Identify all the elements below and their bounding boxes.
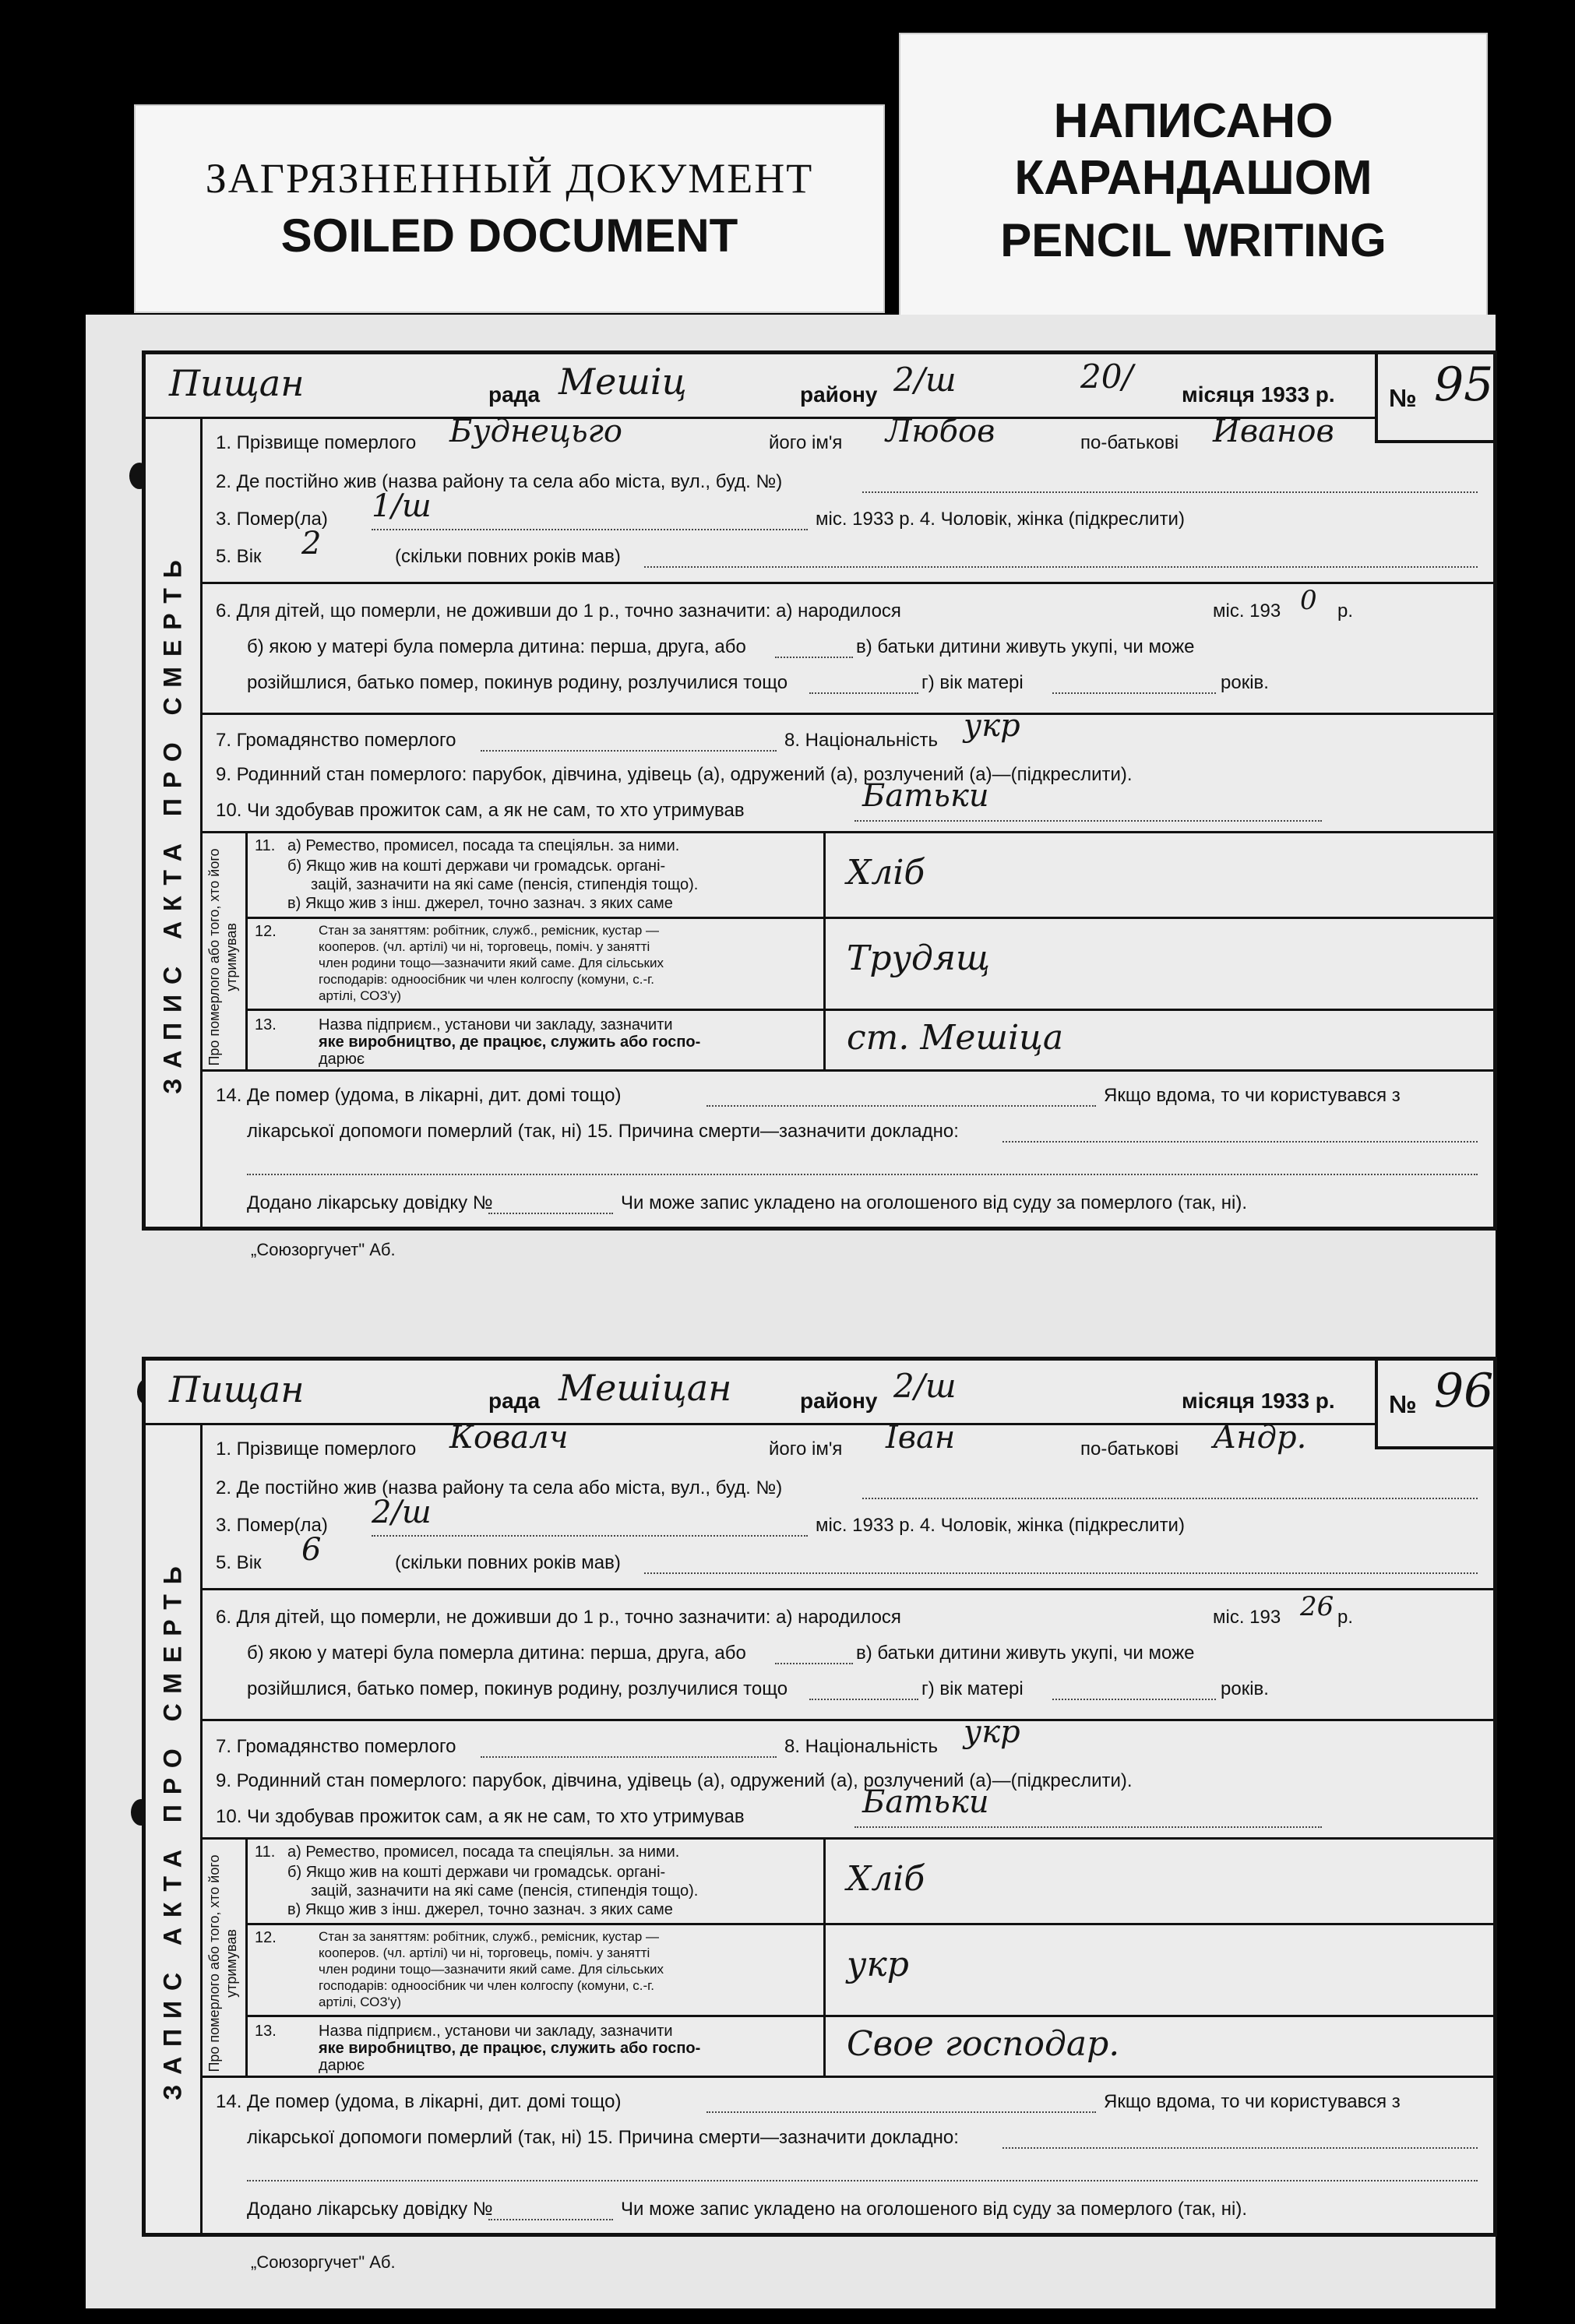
cause-line-2: [247, 2180, 1478, 2181]
footer-imprint: „Союзоргучет" Аб.: [251, 1240, 396, 1259]
q6b-label: б) якою у матері була померла дитина: перша, друга, або: [247, 1643, 746, 1664]
q2-residence-label: 2. Де постійно жив (назва району та села або міста, вул., буд. №): [216, 1477, 783, 1498]
q12d-label: господарів: одноосібник чи член колгоспу (комуни, с.-г.: [319, 1978, 654, 1993]
q2-residence-label: 2. Де постійно жив (назва району та села або міста, вул., буд. №): [216, 471, 783, 492]
record-number: 96: [1434, 1364, 1494, 1418]
support-divider: [245, 1837, 248, 2076]
village-handwriting: Пищан: [169, 362, 305, 404]
q7-citizenship-label: 7. Громадянство померлого: [216, 730, 456, 751]
age-handwriting: 2: [301, 526, 322, 562]
q13b-label: яке виробництво, де працює, служить або госпо-: [319, 1033, 701, 1051]
q5-age-label: 5. Вік: [216, 546, 262, 567]
q1-surname-label: 1. Прізвище померлого: [216, 432, 417, 453]
section-rule: [200, 713, 1493, 715]
section-rule: [200, 1588, 1493, 1590]
q6-children-label: 6. Для дітей, що померли, не доживши до 1 р., точно зазначити: а) народилося: [216, 1607, 901, 1628]
q13c-label: дарює: [319, 1051, 365, 1068]
court-label: Чи може запис укладено на оголошеного від суду за померлого (так, ні).: [621, 2199, 1247, 2220]
q6-children-label: 6. Для дітей, що померли, не доживши до 1 р., точно зазначити: а) народилося: [216, 600, 901, 621]
q5-years-label: (скільки повних років мав): [395, 546, 621, 567]
q6c-label: в) батьки дитини живуть укупі, чи може: [856, 636, 1195, 657]
q5-age-label: 5. Вік: [216, 1552, 262, 1573]
citizenship-line: [481, 1756, 777, 1758]
rada-label: рада: [488, 1389, 541, 1413]
q6-month-label: міс. 193: [1213, 600, 1281, 621]
age-handwriting: 6: [301, 1532, 322, 1568]
q14-place-label: 14. Де помер (удома, в лікарні, дит. домі тощо): [216, 2091, 622, 2112]
record-number-box: [1375, 354, 1493, 443]
q13b-label: яке виробництво, де працює, служить або госпо-: [319, 2040, 701, 2057]
q12c-label: член родини тощо—зазначити який саме. Для сільських: [319, 1962, 664, 1977]
court-label: Чи може запис укладено на оголошеного від суду за померлого (так, ні).: [621, 1192, 1247, 1213]
q6b-line: [775, 657, 853, 658]
death-record-form: [142, 350, 1497, 1231]
q6d-line: [1052, 692, 1216, 694]
died-line: [372, 1535, 808, 1537]
answers-divider: [823, 831, 826, 1069]
q11-number: 11.: [255, 1843, 276, 1861]
side-column: [146, 1424, 203, 2233]
q6c-label: в) батьки дитини живуть укупі, чи може: [856, 1643, 1195, 1664]
q1-surname-label: 1. Прізвище померлого: [216, 1438, 417, 1460]
certificate-line: [488, 2219, 613, 2220]
q13a-label: Назва підприєм., установи чи закладу, зазначити: [319, 1016, 673, 1033]
q6d-years-label: років.: [1221, 1678, 1269, 1699]
sub-rule: [245, 1009, 1493, 1011]
raion-label: району: [800, 382, 878, 407]
name-handwriting: Іван: [886, 1420, 956, 1456]
number-label: №: [1389, 1390, 1417, 1418]
pencil-writing-label: [899, 33, 1488, 316]
q6-year-label: р.: [1337, 600, 1354, 621]
rada-label: рада: [488, 382, 541, 407]
q12e-label: артілі, СОЗ'у): [319, 988, 402, 1003]
section-rule: [200, 582, 1493, 584]
month-year-label: місяця 1933 р.: [1182, 382, 1335, 407]
surname-handwriting: Ковалч: [449, 1420, 569, 1456]
support-side: [200, 831, 245, 1069]
q11b-label-2: зацій, зазначити на які саме (пенсія, стипендія тощо).: [311, 1882, 699, 1900]
village-handwriting: Пищан: [169, 1368, 305, 1410]
section-rule: [200, 1069, 1493, 1072]
q12b-label: кооперов. (чл. артілі) чи ні, торговець, поміч. у занятті: [319, 939, 650, 954]
support-divider: [245, 831, 248, 1069]
q6-year-label: р.: [1337, 1607, 1354, 1628]
q11c-label: в) Якщо жив з інш. джерел, точно зазнач. з яких саме: [287, 1901, 673, 1918]
occupation-handwriting: Хліб: [847, 1859, 925, 1899]
surname-handwriting: Буднецьго: [449, 414, 622, 449]
certificate-line: [488, 1213, 613, 1214]
patronymic-handwriting: Иванов: [1213, 414, 1334, 449]
q6b-label: б) якою у матері була померла дитина: перша, друга, або: [247, 636, 746, 657]
residence-line: [862, 491, 1478, 493]
died-line: [372, 529, 808, 530]
support-side-label: Про померлого або того, хто його утримував: [206, 1854, 239, 2072]
died-handwriting: 1/ш: [372, 488, 432, 524]
age-line: [644, 566, 1478, 568]
workplace-handwriting: Свое господар.: [847, 2024, 1120, 2064]
q10-support-label: 10. Чи здобував прожиток сам, а як не сам, то хто утримував: [216, 1806, 745, 1827]
raion-label: району: [800, 1389, 878, 1413]
q14-home-label: Якщо вдома, то чи користувався з: [1104, 2091, 1401, 2112]
q6d-line: [1052, 1699, 1216, 1700]
pencil-label-en: PENCIL WRITING: [1000, 214, 1386, 266]
q14-home-label: Якщо вдома, то чи користувався з: [1104, 1085, 1401, 1106]
q15-cause-label: лікарської допомоги померлий (так, ні) 15. Причина смерти—зазначити докладно:: [247, 2127, 959, 2148]
side-title: ЗАПИС АКТА ПРО СМЕРТЬ: [158, 550, 187, 1094]
q1-name-label: його ім'я: [769, 432, 843, 453]
citizenship-line: [481, 750, 777, 752]
q6c-continued-label: розійшлися, батько помер, покинув родину, розлучилися тощо: [247, 1678, 788, 1699]
sub-rule: [245, 917, 1493, 919]
pencil-label-ru-1: НАПИСАНО: [1053, 94, 1334, 148]
day-handwriting: 20/: [1080, 357, 1133, 396]
q12-number: 12.: [255, 923, 277, 940]
q1-name-label: його ім'я: [769, 1438, 843, 1460]
month-year-label: місяця 1933 р.: [1182, 1389, 1335, 1413]
section-rule: [200, 1837, 1493, 1840]
raion-handwriting: 2/ш: [893, 1367, 957, 1405]
number-label: №: [1389, 384, 1417, 412]
q12e-label: артілі, СОЗ'у): [319, 1995, 402, 2009]
cause-line-2: [247, 1174, 1478, 1175]
q8-nationality-label: 8. Національність: [784, 730, 938, 751]
supporter-handwriting: Батьки: [862, 778, 989, 814]
place-line: [706, 1105, 1096, 1107]
q3-month-label: міс. 1933 р. 4. Чоловік, жінка (підкреслити): [816, 1515, 1185, 1536]
q11a-label: а) Ремество, промисел, посада та спеціяльн. за ними.: [287, 1843, 680, 1861]
q13-number: 13.: [255, 2023, 277, 2040]
q14-place-label: 14. Де помер (удома, в лікарні, дит. домі тощо): [216, 1085, 622, 1106]
q11c-label: в) Якщо жив з інш. джерел, точно зазнач. з яких саме: [287, 895, 673, 912]
q13-number: 13.: [255, 1016, 277, 1033]
q6d-label: г) вік матері: [921, 672, 1024, 693]
nationality-handwriting: укр: [964, 1714, 1020, 1750]
footer-imprint: „Союзоргучет" Аб.: [251, 2252, 396, 2272]
q3-died-label: 3. Помер(ла): [216, 1515, 328, 1536]
q11b-label: б) Якщо жив на коштi держави чи громадськ. органі-: [287, 1864, 666, 1881]
soiled-document-label: [134, 104, 885, 313]
section-rule: [200, 2076, 1493, 2078]
rada-handwriting: Мешіц: [558, 361, 687, 403]
q11b-label: б) Якщо жив на коштi держави чи громадськ. органі-: [287, 857, 666, 875]
died-handwriting: 2/ш: [372, 1495, 432, 1530]
supporter-handwriting: Батьки: [862, 1784, 989, 1820]
q7-citizenship-label: 7. Громадянство померлого: [216, 1736, 456, 1757]
answers-divider: [823, 1837, 826, 2076]
support-side-label: Про померлого або того, хто його утримував: [206, 848, 239, 1066]
residence-line: [862, 1498, 1478, 1499]
record-number: 95: [1434, 357, 1494, 412]
occupation-handwriting: Хліб: [847, 853, 925, 893]
patronymic-handwriting: Андр.: [1213, 1420, 1307, 1456]
q11-number: 11.: [255, 837, 276, 854]
soiled-label-en: SOILED DOCUMENT: [280, 210, 738, 262]
q12b-label: кооперов. (чл. артілі) чи ні, торговець, поміч. у занятті: [319, 1945, 650, 1960]
q3-died-label: 3. Помер(ла): [216, 509, 328, 530]
age-line: [644, 1572, 1478, 1574]
support-side: [200, 1837, 245, 2076]
certificate-label: Додано лікарську довідку №: [247, 1192, 493, 1213]
place-line: [706, 2111, 1096, 2113]
birth-year-handwriting: 0: [1300, 585, 1317, 616]
side-title: ЗАПИС АКТА ПРО СМЕРТЬ: [158, 1556, 187, 2100]
section-rule: [200, 831, 1493, 833]
status-handwriting: Трудящ: [847, 938, 991, 978]
q11a-label: а) Ремество, промисел, посада та спеціяльн. за ними.: [287, 837, 680, 854]
q6c-continued-label: розійшлися, батько помер, покинув родину, розлучилися тощо: [247, 672, 788, 693]
name-handwriting: Любов: [886, 414, 995, 449]
cause-line: [1002, 2147, 1478, 2149]
q6d-years-label: років.: [1221, 672, 1269, 693]
q10-support-label: 10. Чи здобував прожиток сам, а як не сам, то хто утримував: [216, 800, 745, 821]
q6b-line: [775, 1663, 853, 1664]
section-rule: [200, 1719, 1493, 1721]
certificate-label: Додано лікарську довідку №: [247, 2199, 493, 2220]
side-column: [146, 418, 203, 1227]
sub-rule: [245, 1923, 1493, 1925]
q12c-label: член родини тощо—зазначити який саме. Для сільських: [319, 956, 664, 970]
q1-patronymic-label: по-батькові: [1080, 1438, 1179, 1460]
nationality-handwriting: укр: [964, 708, 1020, 744]
q12a-label: Стан за заняттям: робітник, служб., ремісник, кустар —: [319, 1929, 660, 1944]
pencil-label-ru-2: КАРАНДАШОМ: [1014, 151, 1372, 205]
q6c-line: [809, 1699, 918, 1700]
death-record-form: [142, 1357, 1497, 2237]
raion-handwriting: 2/ш: [893, 361, 957, 399]
workplace-handwriting: ст. Мешіца: [847, 1018, 1064, 1058]
rada-handwriting: Мешіцан: [558, 1367, 732, 1409]
q9-marital-label: 9. Родинний стан померлого: парубок, дівчина, удівець (а), одружений (а), розлучений (а)—(підкреслити).: [216, 1770, 1133, 1791]
record-number-box: [1375, 1361, 1493, 1449]
cause-line: [1002, 1141, 1478, 1143]
q6d-label: г) вік матері: [921, 1678, 1024, 1699]
q12d-label: господарів: одноосібник чи член колгоспу (комуни, с.-г.: [319, 972, 654, 987]
status-handwriting: укр: [847, 1945, 909, 1984]
q6-month-label: міс. 193: [1213, 1607, 1281, 1628]
q15-cause-label: лікарської допомоги померлий (так, ні) 15. Причина смерти—зазначити докладно:: [247, 1121, 959, 1142]
soiled-label-ru: ЗАГРЯЗНЕННЫЙ ДОКУМЕНТ: [205, 155, 814, 202]
supporter-line: [854, 1826, 1322, 1828]
q13a-label: Назва підприєм., установи чи закладу, зазначити: [319, 2023, 673, 2040]
supporter-line: [854, 820, 1322, 822]
q8-nationality-label: 8. Національність: [784, 1736, 938, 1757]
q9-marital-label: 9. Родинний стан померлого: парубок, дівчина, удівець (а), одружений (а), розлучений (а)—(підкреслити).: [216, 764, 1133, 785]
q3-month-label: міс. 1933 р. 4. Чоловік, жінка (підкреслити): [816, 509, 1185, 530]
q5-years-label: (скільки повних років мав): [395, 1552, 621, 1573]
q11b-label-2: зацій, зазначити на які саме (пенсія, стипендія тощо).: [311, 876, 699, 893]
q12-number: 12.: [255, 1929, 277, 1946]
birth-year-handwriting: 26: [1300, 1591, 1334, 1622]
q13c-label: дарює: [319, 2057, 365, 2074]
q6c-line: [809, 692, 918, 694]
q12a-label: Стан за заняттям: робітник, служб., ремісник, кустар —: [319, 923, 660, 938]
sub-rule: [245, 2015, 1493, 2017]
q1-patronymic-label: по-батькові: [1080, 432, 1179, 453]
